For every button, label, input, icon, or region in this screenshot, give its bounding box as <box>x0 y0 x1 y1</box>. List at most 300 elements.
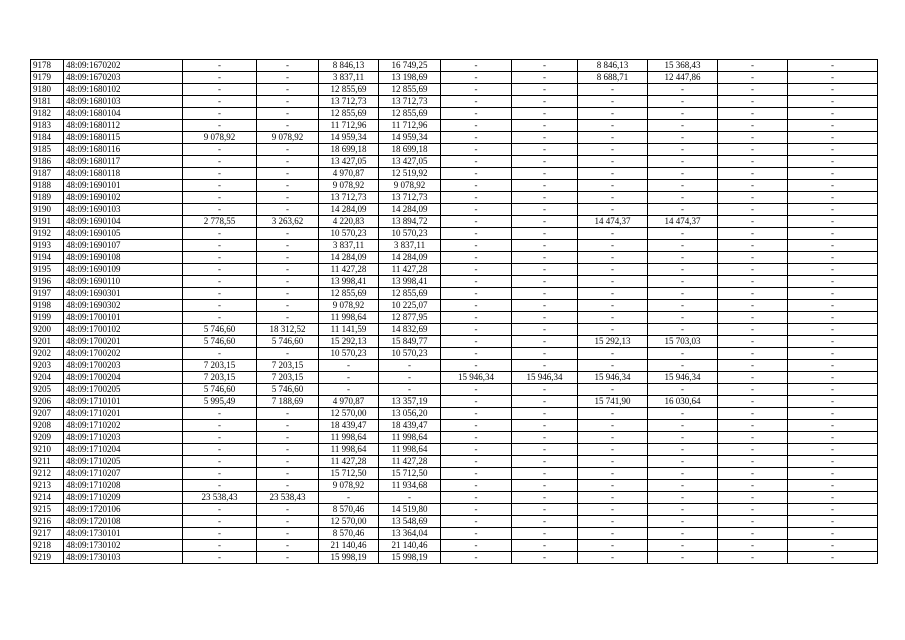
value-cell: - <box>578 444 648 456</box>
value-cell: - <box>183 444 257 456</box>
cadastral-number-cell: 48:09:1680104 <box>64 108 183 120</box>
table-row <box>31 312 878 324</box>
value-cell: - <box>718 300 788 312</box>
value-cell: 13 712,73 <box>379 96 441 108</box>
cadastral-number-cell: 48:09:1690102 <box>64 192 183 204</box>
value-cell: - <box>648 168 718 180</box>
value-cell: 10 570,23 <box>379 228 441 240</box>
value-cell: - <box>788 108 878 120</box>
value-cell: - <box>183 552 257 564</box>
cadastral-number-cell: 48:09:1690302 <box>64 300 183 312</box>
value-cell: 18 312,52 <box>257 324 319 336</box>
cadastral-number-cell: 48:09:1710201 <box>64 408 183 420</box>
value-cell: - <box>257 264 319 276</box>
table-row <box>31 60 878 72</box>
table-row <box>31 540 878 552</box>
value-cell: 13 548,69 <box>379 516 441 528</box>
value-cell: - <box>788 120 878 132</box>
value-cell: - <box>257 540 319 552</box>
value-cell: - <box>648 108 718 120</box>
value-cell: 21 140,46 <box>379 540 441 552</box>
value-cell: 13 894,72 <box>379 216 441 228</box>
value-cell: 3 837,11 <box>379 240 441 252</box>
value-cell: 5 746,60 <box>257 336 319 348</box>
row-number-cell: 9187 <box>31 168 64 180</box>
value-cell: - <box>578 456 648 468</box>
value-cell: - <box>512 264 578 276</box>
value-cell: 9 078,92 <box>319 180 379 192</box>
table-row <box>31 480 878 492</box>
cadastral-number-cell: 48:09:1730102 <box>64 540 183 552</box>
value-cell: - <box>578 168 648 180</box>
value-cell: - <box>648 96 718 108</box>
cadastral-number-cell: 48:09:1700205 <box>64 384 183 396</box>
value-cell: - <box>183 420 257 432</box>
value-cell: - <box>441 504 512 516</box>
value-cell: - <box>441 180 512 192</box>
value-cell: - <box>441 156 512 168</box>
row-number-cell: 9201 <box>31 336 64 348</box>
cadastral-number-cell: 48:09:1700202 <box>64 348 183 360</box>
value-cell: - <box>183 252 257 264</box>
value-cell: - <box>441 120 512 132</box>
value-cell: - <box>512 456 578 468</box>
value-cell: - <box>441 540 512 552</box>
value-cell: - <box>257 252 319 264</box>
value-cell: - <box>788 96 878 108</box>
value-cell: - <box>512 144 578 156</box>
row-number-cell: 9213 <box>31 480 64 492</box>
value-cell: - <box>718 504 788 516</box>
value-cell: - <box>718 168 788 180</box>
table-row <box>31 360 878 372</box>
row-number-cell: 9203 <box>31 360 64 372</box>
value-cell: 12 447,86 <box>648 72 718 84</box>
value-cell: - <box>648 312 718 324</box>
value-cell: 15 368,43 <box>648 60 718 72</box>
value-cell: - <box>183 240 257 252</box>
value-cell: - <box>578 468 648 480</box>
value-cell: 15 946,34 <box>578 372 648 384</box>
row-number-cell: 9206 <box>31 396 64 408</box>
value-cell: - <box>578 480 648 492</box>
value-cell: - <box>257 348 319 360</box>
table-row <box>31 324 878 336</box>
value-cell: 10 570,23 <box>379 348 441 360</box>
value-cell: - <box>578 384 648 396</box>
cadastral-number-cell: 48:09:1680112 <box>64 120 183 132</box>
value-cell: 12 855,69 <box>319 108 379 120</box>
cadastral-number-cell: 48:09:1710101 <box>64 396 183 408</box>
value-cell: - <box>718 312 788 324</box>
value-cell: 9 078,92 <box>257 132 319 144</box>
value-cell: - <box>648 156 718 168</box>
value-cell: - <box>578 228 648 240</box>
value-cell: - <box>788 156 878 168</box>
value-cell: - <box>441 192 512 204</box>
value-cell: - <box>441 60 512 72</box>
value-cell: 7 203,15 <box>183 372 257 384</box>
value-cell: - <box>512 468 578 480</box>
value-cell: - <box>788 420 878 432</box>
value-cell: - <box>788 300 878 312</box>
value-cell: - <box>183 312 257 324</box>
row-number-cell: 9186 <box>31 156 64 168</box>
value-cell: - <box>257 120 319 132</box>
value-cell: - <box>257 456 319 468</box>
value-cell: 11 141,59 <box>319 324 379 336</box>
value-cell: 9 078,92 <box>379 180 441 192</box>
value-cell: - <box>718 228 788 240</box>
value-cell: - <box>441 324 512 336</box>
row-number-cell: 9194 <box>31 252 64 264</box>
row-number-cell: 9178 <box>31 60 64 72</box>
value-cell: - <box>648 456 718 468</box>
value-cell: - <box>648 492 718 504</box>
value-cell: - <box>648 360 718 372</box>
value-cell: - <box>578 300 648 312</box>
value-cell: 12 519,92 <box>379 168 441 180</box>
value-cell: - <box>257 96 319 108</box>
value-cell: - <box>441 456 512 468</box>
value-cell: - <box>578 432 648 444</box>
value-cell: 5 746,60 <box>183 384 257 396</box>
cadastral-number-cell: 48:09:1710203 <box>64 432 183 444</box>
value-cell: - <box>257 168 319 180</box>
value-cell: 15 292,13 <box>578 336 648 348</box>
table-row <box>31 168 878 180</box>
value-cell: - <box>648 540 718 552</box>
value-cell: - <box>183 348 257 360</box>
cadastral-number-cell: 48:09:1700203 <box>64 360 183 372</box>
value-cell: - <box>512 420 578 432</box>
value-cell: 13 427,05 <box>379 156 441 168</box>
row-number-cell: 9184 <box>31 132 64 144</box>
value-cell: 12 855,69 <box>379 288 441 300</box>
table-body <box>31 60 878 564</box>
value-cell: 12 570,00 <box>319 516 379 528</box>
table-row <box>31 96 878 108</box>
value-cell: - <box>788 504 878 516</box>
value-cell: - <box>441 204 512 216</box>
value-cell: - <box>578 108 648 120</box>
value-cell: - <box>441 432 512 444</box>
value-cell: 5 746,60 <box>183 324 257 336</box>
value-cell: - <box>578 276 648 288</box>
value-cell: - <box>578 144 648 156</box>
value-cell: - <box>648 144 718 156</box>
value-cell: - <box>578 324 648 336</box>
value-cell: - <box>183 156 257 168</box>
value-cell: - <box>718 84 788 96</box>
row-number-cell: 9182 <box>31 108 64 120</box>
value-cell: 12 877,95 <box>379 312 441 324</box>
value-cell: - <box>512 492 578 504</box>
value-cell: - <box>648 444 718 456</box>
value-cell: - <box>257 408 319 420</box>
row-number-cell: 9200 <box>31 324 64 336</box>
value-cell: - <box>257 108 319 120</box>
value-cell: 3 837,11 <box>319 72 379 84</box>
value-cell: - <box>183 228 257 240</box>
value-cell: 4 970,87 <box>319 396 379 408</box>
value-cell: - <box>718 240 788 252</box>
value-cell: - <box>578 132 648 144</box>
table-row <box>31 108 878 120</box>
value-cell: - <box>718 456 788 468</box>
value-cell: - <box>183 168 257 180</box>
value-cell: - <box>441 312 512 324</box>
value-cell: - <box>718 492 788 504</box>
table-row <box>31 408 878 420</box>
value-cell: - <box>648 180 718 192</box>
value-cell: 13 198,69 <box>379 72 441 84</box>
value-cell: - <box>648 408 718 420</box>
value-cell: 18 699,18 <box>319 144 379 156</box>
value-cell: - <box>718 480 788 492</box>
value-cell: - <box>183 300 257 312</box>
value-cell: - <box>718 360 788 372</box>
value-cell: - <box>512 252 578 264</box>
value-cell: - <box>648 468 718 480</box>
value-cell: 14 474,37 <box>578 216 648 228</box>
value-cell: - <box>183 84 257 96</box>
value-cell: - <box>512 516 578 528</box>
value-cell: 9 078,92 <box>183 132 257 144</box>
cadastral-number-cell: 48:09:1670202 <box>64 60 183 72</box>
value-cell: - <box>512 432 578 444</box>
value-cell: 11 712,96 <box>379 120 441 132</box>
cadastral-number-cell: 48:09:1670203 <box>64 72 183 84</box>
value-cell: - <box>718 408 788 420</box>
value-cell: - <box>441 288 512 300</box>
value-cell: - <box>257 444 319 456</box>
value-cell: - <box>578 180 648 192</box>
value-cell: 13 056,20 <box>379 408 441 420</box>
value-cell: - <box>183 60 257 72</box>
value-cell: - <box>648 240 718 252</box>
value-cell: - <box>257 300 319 312</box>
value-cell: - <box>512 360 578 372</box>
row-number-cell: 9179 <box>31 72 64 84</box>
row-number-cell: 9181 <box>31 96 64 108</box>
value-cell: - <box>441 72 512 84</box>
value-cell: - <box>718 192 788 204</box>
value-cell: - <box>257 60 319 72</box>
value-cell: - <box>718 432 788 444</box>
value-cell: - <box>441 300 512 312</box>
value-cell: - <box>512 168 578 180</box>
table-row <box>31 144 878 156</box>
value-cell: 13 998,41 <box>319 276 379 288</box>
value-cell: - <box>788 516 878 528</box>
table-row <box>31 264 878 276</box>
value-cell: - <box>512 60 578 72</box>
value-cell: - <box>512 72 578 84</box>
value-cell: - <box>648 504 718 516</box>
value-cell: 10 225,07 <box>379 300 441 312</box>
row-number-cell: 9180 <box>31 84 64 96</box>
value-cell: - <box>257 528 319 540</box>
table-row <box>31 492 878 504</box>
value-cell: - <box>183 432 257 444</box>
value-cell: - <box>578 240 648 252</box>
value-cell: - <box>441 492 512 504</box>
table-row <box>31 384 878 396</box>
value-cell: - <box>648 528 718 540</box>
value-cell: - <box>512 120 578 132</box>
value-cell: - <box>257 144 319 156</box>
value-cell: - <box>257 480 319 492</box>
value-cell: 11 427,28 <box>319 264 379 276</box>
value-cell: 11 998,64 <box>379 444 441 456</box>
value-cell: - <box>718 552 788 564</box>
value-cell: - <box>718 372 788 384</box>
table-row <box>31 468 878 480</box>
table-row <box>31 252 878 264</box>
value-cell: - <box>512 108 578 120</box>
value-cell: - <box>648 204 718 216</box>
value-cell: 23 538,43 <box>257 492 319 504</box>
row-number-cell: 9183 <box>31 120 64 132</box>
value-cell: - <box>257 312 319 324</box>
value-cell: - <box>788 276 878 288</box>
value-cell: - <box>183 456 257 468</box>
value-cell: 14 959,34 <box>319 132 379 144</box>
value-cell: - <box>257 228 319 240</box>
value-cell: - <box>319 384 379 396</box>
value-cell: - <box>718 132 788 144</box>
value-cell: - <box>441 336 512 348</box>
value-cell: 12 855,69 <box>319 288 379 300</box>
table-row <box>31 420 878 432</box>
value-cell: 3 837,11 <box>319 240 379 252</box>
value-cell: - <box>718 540 788 552</box>
value-cell: - <box>578 492 648 504</box>
value-cell: - <box>441 144 512 156</box>
row-number-cell: 9214 <box>31 492 64 504</box>
value-cell: - <box>512 300 578 312</box>
value-cell: - <box>183 288 257 300</box>
value-cell: - <box>512 180 578 192</box>
value-cell: - <box>183 276 257 288</box>
cadastral-number-cell: 48:09:1690110 <box>64 276 183 288</box>
cadastral-number-cell: 48:09:1700101 <box>64 312 183 324</box>
value-cell: - <box>788 372 878 384</box>
value-cell: - <box>441 264 512 276</box>
value-cell: - <box>788 552 878 564</box>
cadastral-number-cell: 48:09:1690105 <box>64 228 183 240</box>
value-cell: - <box>441 552 512 564</box>
value-cell: - <box>512 156 578 168</box>
table-row <box>31 432 878 444</box>
value-cell: - <box>718 528 788 540</box>
cadastral-number-cell: 48:09:1730103 <box>64 552 183 564</box>
value-cell: - <box>718 72 788 84</box>
value-cell: - <box>788 192 878 204</box>
row-number-cell: 9188 <box>31 180 64 192</box>
value-cell: - <box>512 288 578 300</box>
value-cell: - <box>257 420 319 432</box>
cadastral-number-cell: 48:09:1680102 <box>64 84 183 96</box>
value-cell: - <box>718 420 788 432</box>
value-cell: 8 570,46 <box>319 528 379 540</box>
cadastral-number-cell: 48:09:1690104 <box>64 216 183 228</box>
value-cell: - <box>441 444 512 456</box>
value-cell: - <box>578 540 648 552</box>
row-number-cell: 9215 <box>31 504 64 516</box>
table-row <box>31 180 878 192</box>
value-cell: 14 519,80 <box>379 504 441 516</box>
value-cell: 15 712,50 <box>319 468 379 480</box>
value-cell: - <box>788 168 878 180</box>
row-number-cell: 9211 <box>31 456 64 468</box>
value-cell: 10 570,23 <box>319 228 379 240</box>
value-cell: - <box>379 372 441 384</box>
value-cell: - <box>183 528 257 540</box>
value-cell: 8 846,13 <box>319 60 379 72</box>
value-cell: - <box>788 408 878 420</box>
value-cell: - <box>788 456 878 468</box>
value-cell: - <box>512 240 578 252</box>
value-cell: - <box>648 192 718 204</box>
value-cell: 4 970,87 <box>319 168 379 180</box>
table-row <box>31 216 878 228</box>
value-cell: - <box>441 396 512 408</box>
value-cell: - <box>788 216 878 228</box>
value-cell: - <box>788 72 878 84</box>
value-cell: - <box>578 504 648 516</box>
row-number-cell: 9190 <box>31 204 64 216</box>
value-cell: - <box>788 312 878 324</box>
value-cell: 8 688,71 <box>578 72 648 84</box>
value-cell: - <box>441 360 512 372</box>
cadastral-number-cell: 48:09:1730101 <box>64 528 183 540</box>
row-number-cell: 9189 <box>31 192 64 204</box>
value-cell: - <box>788 288 878 300</box>
value-cell: - <box>257 552 319 564</box>
table-row <box>31 228 878 240</box>
cadastral-number-cell: 48:09:1720106 <box>64 504 183 516</box>
table-row <box>31 372 878 384</box>
value-cell: - <box>718 252 788 264</box>
table-row <box>31 156 878 168</box>
value-cell: - <box>257 504 319 516</box>
cadastral-number-cell: 48:09:1710205 <box>64 456 183 468</box>
value-cell: - <box>648 264 718 276</box>
value-cell: - <box>512 192 578 204</box>
table-row <box>31 192 878 204</box>
value-cell: - <box>512 552 578 564</box>
row-number-cell: 9217 <box>31 528 64 540</box>
value-cell: - <box>578 312 648 324</box>
cadastral-number-cell: 48:09:1690301 <box>64 288 183 300</box>
row-number-cell: 9204 <box>31 372 64 384</box>
value-cell: - <box>257 276 319 288</box>
cadastral-value-table <box>30 59 878 564</box>
value-cell: - <box>512 228 578 240</box>
value-cell: 23 538,43 <box>183 492 257 504</box>
value-cell: - <box>578 120 648 132</box>
table-row <box>31 120 878 132</box>
value-cell: 4 220,83 <box>319 216 379 228</box>
value-cell: 16 749,25 <box>379 60 441 72</box>
cadastral-number-cell: 48:09:1710209 <box>64 492 183 504</box>
cadastral-number-cell: 48:09:1720108 <box>64 516 183 528</box>
cadastral-number-cell: 48:09:1700201 <box>64 336 183 348</box>
value-cell: 13 712,73 <box>319 96 379 108</box>
value-cell: 14 284,09 <box>319 252 379 264</box>
